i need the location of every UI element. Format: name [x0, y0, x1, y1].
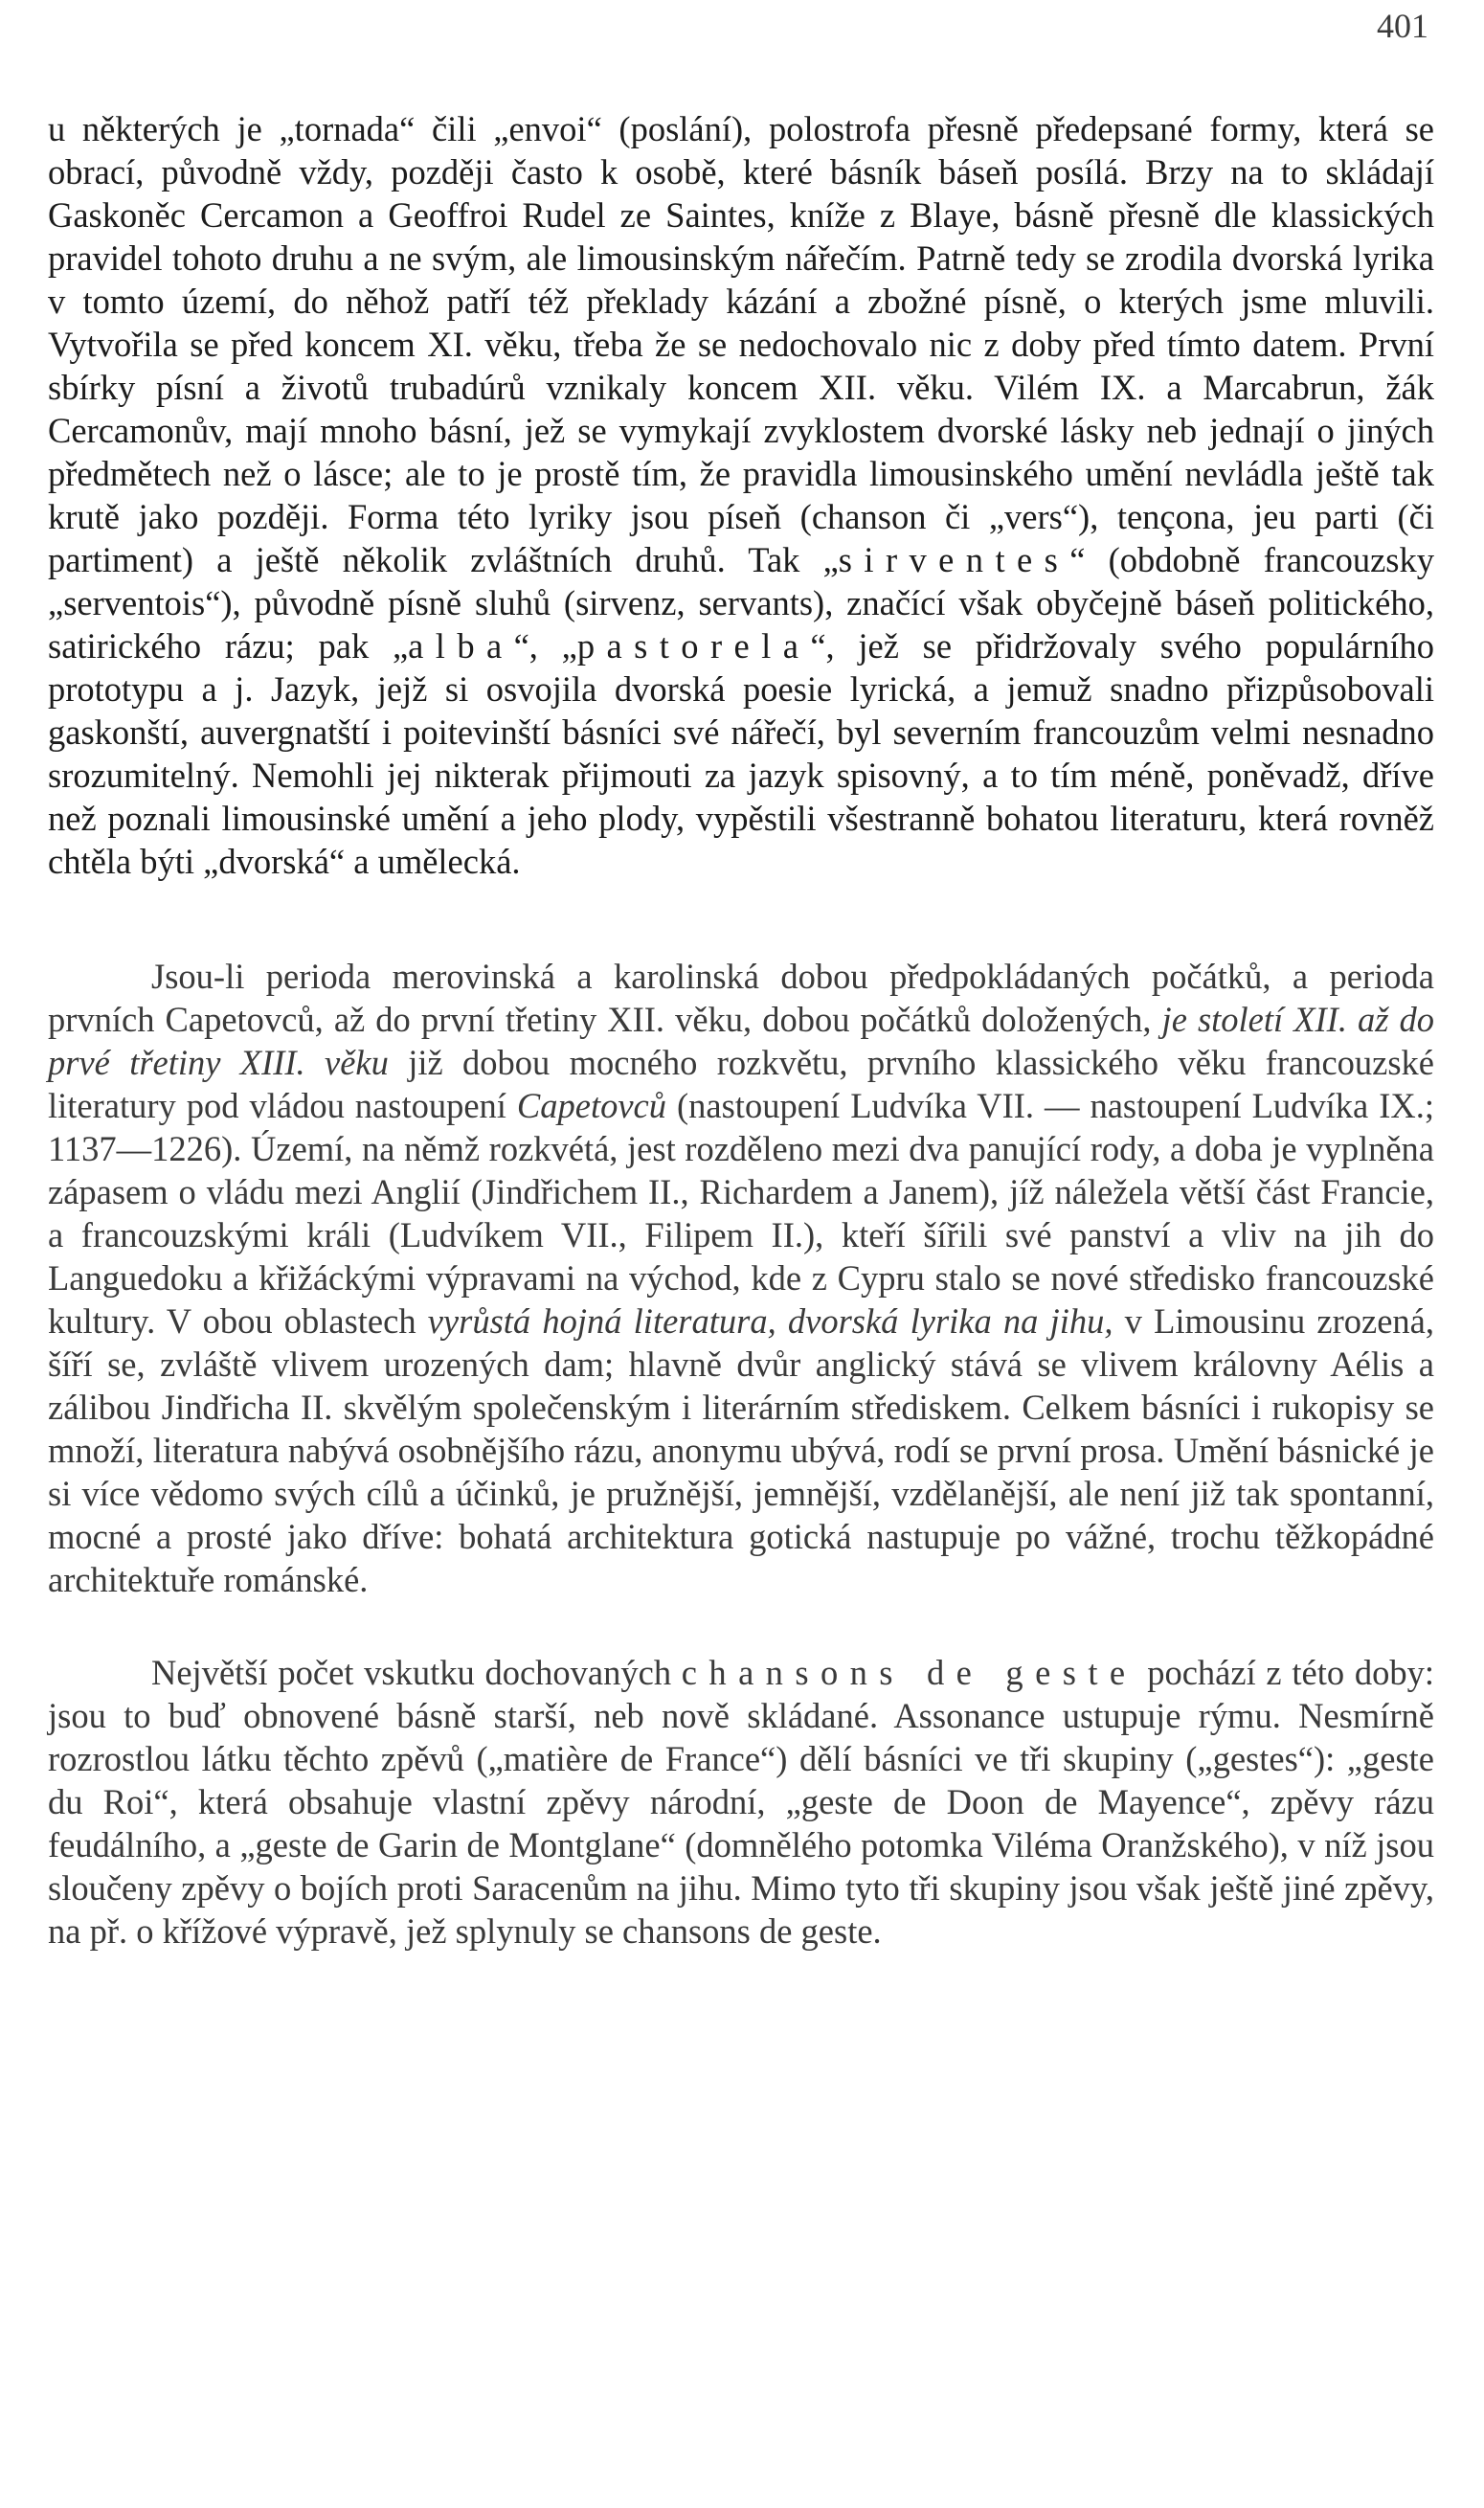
- text-run: “, „: [513, 626, 577, 666]
- text-run: (nastoupení Ludvíka VII. — nastoupení Ludvíka IX.; 1137—1226). Území, na němž rozkvétá, jest rozděleno mezi dva panující rody, a doba je vyplněna zápasem o vládu mezi Anglií (Jindřichem II., Richardem a Janem), jíž náležela větší část Francie, a francouzskými králi (Ludvíkem VII., Filipem II.), kteří šířili své panství a vliv na jih do Languedoku a křižáckými výpravami na východ, kde z Cypru stalo se nové středisko francouzské kultury. V obou oblastech: [48, 1086, 1434, 1341]
- spaced-term: sirventes: [838, 540, 1070, 579]
- text-run: pochází z této doby: jsou to buď obnovené básně starší, neb nově skládané. Assonance ustupuje rýmu. Nesmírně rozrostlou látku těchto zpěvů („matière de France“) dělí básníci ve tři skupiny („gestes“): „geste du Roi“, která obsahuje vlastní zpěvy národní, „geste de Doon de Mayence“, zpěvy rázu feudálního, a „geste de Garin de Montglane“ (domnělého potomka Viléma Oranžského), v níž jsou sloučeny zpěvy o bojích proti Saracenům na jihu. Mimo tyto tři skupiny jsou však ještě jiné zpěvy, na př. o křížové výpravě, jež splynuly se chansons de geste.: [48, 1653, 1434, 1951]
- text-run: “, jež se přidržovaly svého populárního prototypu a j. Jazyk, jejž si osvojila dvorská poesie lyrická, a jemuž snadno přizpůsobovali gaskonští, auvergnatští i poitevinští básníci své nářečí, byl severním francouzům velmi nesnadno srozumitelný. Nemohli jej nikterak přijmouti za jazyk spisovný, a to tím méně, poněvadž, dříve než poznali limousinské umění a jeho plody, vypěstili všestranně bohatou literaturu, která rovněž chtěla býti „dvorská“ a umělecká.: [48, 626, 1435, 881]
- text-column: [48, 107, 1434, 1953]
- page-number: 401: [1377, 7, 1428, 45]
- text-run: “ (obdobně francouzsky „serventois“), původně písně sluhů (sirvenz, servants), značící však obyčejně báseň politického, satirického rázu; pak „: [48, 540, 1434, 666]
- italic-run: je století XII. až do prvé třetiny XIII. věku: [48, 1000, 1434, 1082]
- italic-run: Capetovců: [516, 1086, 667, 1125]
- paragraph: [48, 1651, 1434, 1953]
- text-run: Jsou-li perioda merovinská a karolinská dobou předpokládaných počátků, a perioda prvních Capetovců, až do první třetiny XII. věku, dobou počátků doložených,: [48, 957, 1434, 1039]
- paragraph: [48, 955, 1434, 1601]
- italic-run: vyrůstá hojná literatura, dvorská lyrika na jihu,: [427, 1301, 1113, 1341]
- paragraph: [48, 107, 1434, 883]
- spaced-term: chansons de geste: [681, 1653, 1137, 1692]
- text-run: u některých je „tornada“ čili „envoi“ (poslání), polostrofa přesně předepsané formy, která se obrací, původně vždy, později často k osobě, které básník báseň posílá. Brzy na to skládají Gaskoněc Cercamon a Geoffroi Rudel ze Saintes, kníže z Blaye, básně přesně dle klassických pravidel tohoto druhu a ne svým, ale limousinským nářečím. Patrně tedy se zrodila dvorská lyrika v tomto území, do něhož patří též překlady kázání a zbožné písně, o kterých jsme mluvili. Vytvořila se před koncem XI. věku, třeba že se nedochovalo nic z doby před tímto datem. První sbírky písní a životů trubadúrů vznikaly koncem XII. věku. Vilém IX. a Marcabrun, žák Cercamonův, mají mnoho básní, jež se vymykají zvyklostem dvorské lásky neb jednají o jiných předmětech než o lásce; ale to je prostě tím, že pravidla limousinského umění nevládla ještě tak krutě jako později. Forma této lyriky jsou píseň (chanson či „vers“), tençona, jeu parti (či partiment) a ještě několik zvláštních druhů. Tak „: [48, 109, 1434, 579]
- text-run: již dobou mocného rozkvětu, prvního klassického věku francouzské literatury pod vládou nastoupení: [48, 1043, 1434, 1125]
- spaced-term: pastorela: [576, 626, 811, 666]
- text-run: Největší počet vskutku dochovaných: [151, 1653, 682, 1692]
- text-run: v Limousinu zrozená, šíří se, zvláště vlivem urozených dam; hlavně dvůr anglický stává se vlivem královny Aélis a zálibou Jindřicha II. skvělým společenským i literárním střediskem. Celkem básníci i rukopisy se množí, literatura nabývá osobnějšího rázu, anonymu ubývá, rodí se první prosa. Umění básnické je si více vědomo svých cílů a účinků, je pružnější, jemnější, vzdělanější, ale není již tak spontanní, mocné a prosté jako dříve: bohatá architektura gotická nastupuje po vážné, trochu těžkopádné architektuře románské.: [48, 1301, 1434, 1599]
- spaced-term: alba: [408, 626, 514, 666]
